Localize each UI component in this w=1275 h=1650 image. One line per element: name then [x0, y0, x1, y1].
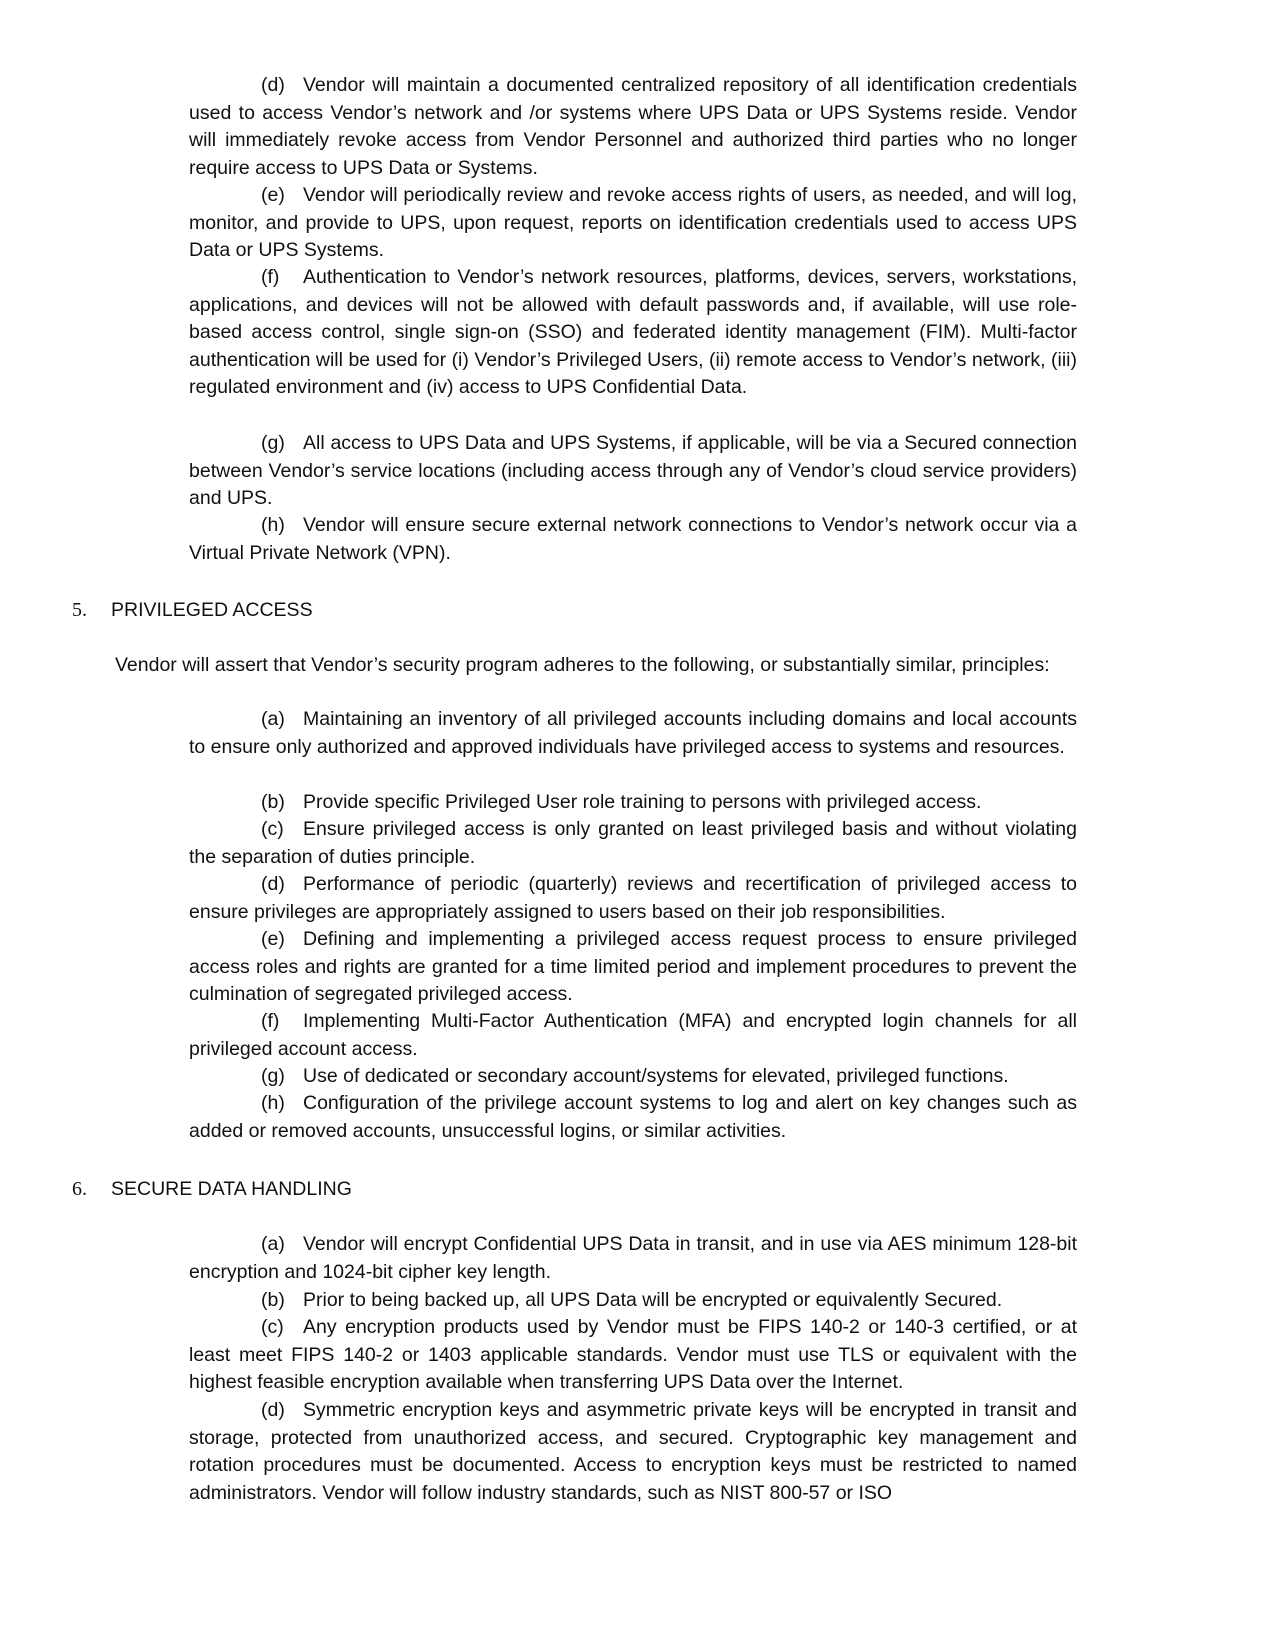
list-item: [189, 182, 1077, 265]
item-label: (c): [261, 818, 284, 840]
list-item: [189, 430, 1077, 513]
list-item: [189, 1397, 1077, 1507]
item-text: Defining and implementing a privileged access request process to ensure privileged access roles and rights are granted for a time limited period and implement procedures to prevent the culmination of segregated privileged access.: [189, 928, 1077, 1006]
item-text: Vendor will encrypt Confidential UPS Data in transit, and in use via AES minimum 128-bit encryption and 1024-bit cipher key length.: [189, 1233, 1077, 1283]
item-label: (h): [261, 514, 285, 536]
list-item: [189, 1287, 1077, 1315]
list-item: [189, 789, 1077, 817]
item-text: Ensure privileged access is only granted on least privileged basis and without violating the separation of duties principle.: [189, 818, 1077, 868]
item-label: (f): [261, 1010, 280, 1032]
list-item: [189, 72, 1077, 182]
list-item: [189, 264, 1077, 402]
item-label: (e): [261, 184, 285, 206]
section-intro: Vendor will assert that Vendor’s security program adheres to the following, or substantially similar, principles:: [115, 654, 1050, 676]
section-heading-privileged-access: [72, 597, 313, 624]
list-item: [189, 926, 1077, 1009]
item-label: (d): [261, 74, 285, 96]
item-label: (b): [261, 791, 285, 813]
list-item: [189, 1314, 1077, 1397]
section-heading-secure-data-handling: [72, 1176, 352, 1203]
list-item: [189, 871, 1077, 926]
item-label: (b): [261, 1289, 285, 1311]
item-label: (f): [261, 266, 280, 288]
item-label: (g): [261, 432, 285, 454]
item-text: Vendor will ensure secure external network connections to Vendor’s network occur via a Virtual Private Network (VPN).: [189, 514, 1077, 564]
item-label: (g): [261, 1065, 285, 1087]
item-text: Maintaining an inventory of all privileged accounts including domains and local accounts to ensure only authorized and approved individuals have privileged access to systems and resources.: [189, 708, 1077, 758]
item-text: Vendor will periodically review and revoke access rights of users, as needed, and will log, monitor, and provide to UPS, upon request, reports on identification credentials used to access UPS Data or UPS Systems.: [189, 184, 1077, 262]
item-text: All access to UPS Data and UPS Systems, if applicable, will be via a Secured connection between Vendor’s service locations (including access through any of Vendor’s cloud service providers) and UPS.: [189, 432, 1077, 510]
item-text: Symmetric encryption keys and asymmetric private keys will be encrypted in transit and storage, protected from unauthorized access, and secured. Cryptographic key management and rotation procedures must be documented. Access to encryption keys must be restricted to named administrators. Vendor will follow industry standards, such as NIST 800-57 or ISO: [189, 1399, 1077, 1504]
section-title: SECURE DATA HANDLING: [111, 1178, 352, 1200]
item-label: (a): [261, 1233, 285, 1255]
list-item: [189, 1231, 1077, 1286]
item-label: (c): [261, 1316, 284, 1338]
item-text: Configuration of the privilege account systems to log and alert on key changes such as added or removed accounts, unsuccessful logins, or similar activities.: [189, 1092, 1077, 1142]
item-label: (h): [261, 1092, 285, 1114]
item-text: Vendor will maintain a documented centralized repository of all identification credentials used to access Vendor’s network and /or systems where UPS Data or UPS Systems reside. Vendor will immediately revoke access from Vendor Personnel and authorized third parties who no longer require access to UPS Data or Systems.: [189, 74, 1077, 179]
item-text: Use of dedicated or secondary account/systems for elevated, privileged functions.: [303, 1065, 1009, 1087]
list-item: [189, 816, 1077, 871]
list-item: [189, 512, 1077, 567]
list-item: [189, 1090, 1077, 1145]
section-number: 5.: [72, 599, 87, 621]
list-item: [189, 1008, 1077, 1063]
list-item: [189, 706, 1077, 761]
item-label: (d): [261, 1399, 285, 1421]
item-text: Performance of periodic (quarterly) reviews and recertification of privileged access to ensure privileges are appropriately assigned to users based on their job responsibilities.: [189, 873, 1077, 923]
item-text: Any encryption products used by Vendor must be FIPS 140-2 or 140-3 certified, or at least meet FIPS 140-2 or 1403 applicable standards. Vendor must use TLS or equivalent with the highest feasible encryption available when transferring UPS Data over the Internet.: [189, 1316, 1077, 1394]
item-label: (d): [261, 873, 285, 895]
item-label: (a): [261, 708, 285, 730]
item-text: Provide specific Privileged User role training to persons with privileged access.: [303, 791, 982, 813]
list-item: [189, 1063, 1077, 1091]
item-text: Implementing Multi-Factor Authentication (MFA) and encrypted login channels for all privileged account access.: [189, 1010, 1077, 1060]
item-label: (e): [261, 928, 285, 950]
section-number: 6.: [72, 1178, 87, 1200]
section-title: PRIVILEGED ACCESS: [111, 599, 313, 621]
item-text: Prior to being backed up, all UPS Data will be encrypted or equivalently Secured.: [303, 1289, 1003, 1311]
item-text: Authentication to Vendor’s network resources, platforms, devices, servers, workstations, applications, and devices will not be allowed with default passwords and, if available, will use role-based access control, single sign-on (SSO) and federated identity management (FIM). Multi-factor authentication will be used for (i) Vendor’s Privileged Users, (ii) remote access to Vendor’s network, (iii) regulated environment and (iv) access to UPS Confidential Data.: [189, 266, 1077, 399]
